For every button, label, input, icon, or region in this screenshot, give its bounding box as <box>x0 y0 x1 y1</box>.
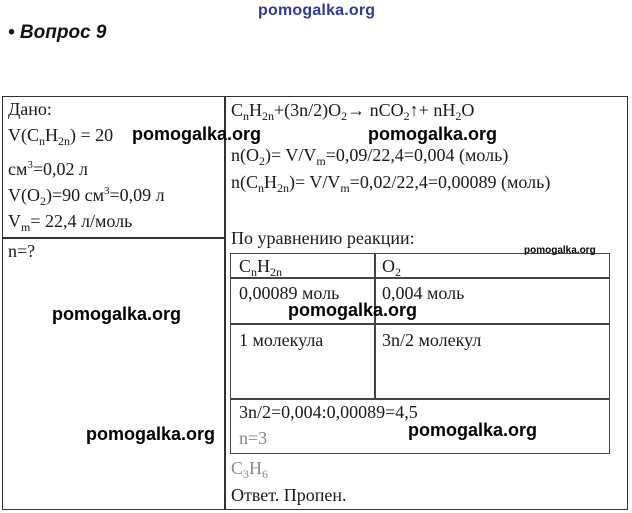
ratio-table-cell: 3n/2 молекул <box>382 330 482 350</box>
watermark: pomogalka.org <box>408 420 538 440</box>
answer-text: Ответ. Пропен. <box>231 485 347 505</box>
given-header: Дано: <box>8 99 52 119</box>
ratio-table-cell: 1 молекула <box>239 330 324 350</box>
reaction-equation: $C_nH_{2n}+(3n/2)O_2\to$ nCO$_2$↑+ $nH_2O$ <box>231 100 475 123</box>
ratio-table-header-oxygen: $O_2$ <box>382 256 401 279</box>
ratio-table-cell: 0,00089 моль <box>239 283 340 303</box>
by-equation-label: По уравнению реакции: <box>231 228 415 248</box>
given-volume-alkene: $V(C_nH_{2n}) = 20$ <box>8 125 114 148</box>
watermark: pomogalka.org <box>86 424 216 444</box>
watermark-top: pomogalka.org <box>258 2 376 19</box>
ratio-table-row-line <box>230 277 610 279</box>
moles-alkene: $n(C_nH_{2n})= V/V_m=0,02/22,4=0,00089$ (моль) <box>231 172 551 195</box>
ratio-table-divider <box>374 253 376 399</box>
ratio-table-header-alkene: $C_nH_{2n}$ <box>239 256 283 279</box>
watermark: pomogalka.org <box>524 245 596 256</box>
ratio-table-row-line <box>230 398 610 400</box>
moles-oxygen: $n(O_2)= V/V_m=0,09/22,4=0,004$ (моль) <box>231 145 509 168</box>
watermark: pomogalka.org <box>132 124 262 144</box>
given-volume-oxygen: $V(O_2)=90$ $см^3=0,09$ л <box>8 185 165 208</box>
given-volume-cm3: $см^3=0,02$ л <box>8 159 89 179</box>
ratio-table-row-line <box>230 323 610 325</box>
question-title: • Вопрос 9 <box>8 22 107 43</box>
find-label: n=? <box>8 241 36 261</box>
table-divider-vertical <box>224 96 226 510</box>
watermark: pomogalka.org <box>288 300 418 320</box>
ratio-table-cell: 0,004 моль <box>382 283 465 303</box>
watermark: pomogalka.org <box>52 304 182 324</box>
watermark: pomogalka.org <box>368 124 498 144</box>
result-formula: $C_3H_6$ <box>231 458 269 481</box>
ratio-calculation: 3n/2=0,004:0,00089=4,5 <box>239 402 418 422</box>
given-molar-volume: $V_m= 22,4$ л/моль <box>8 211 133 234</box>
n-result: n=3 <box>239 428 268 448</box>
table-divider-horizontal <box>2 237 225 239</box>
